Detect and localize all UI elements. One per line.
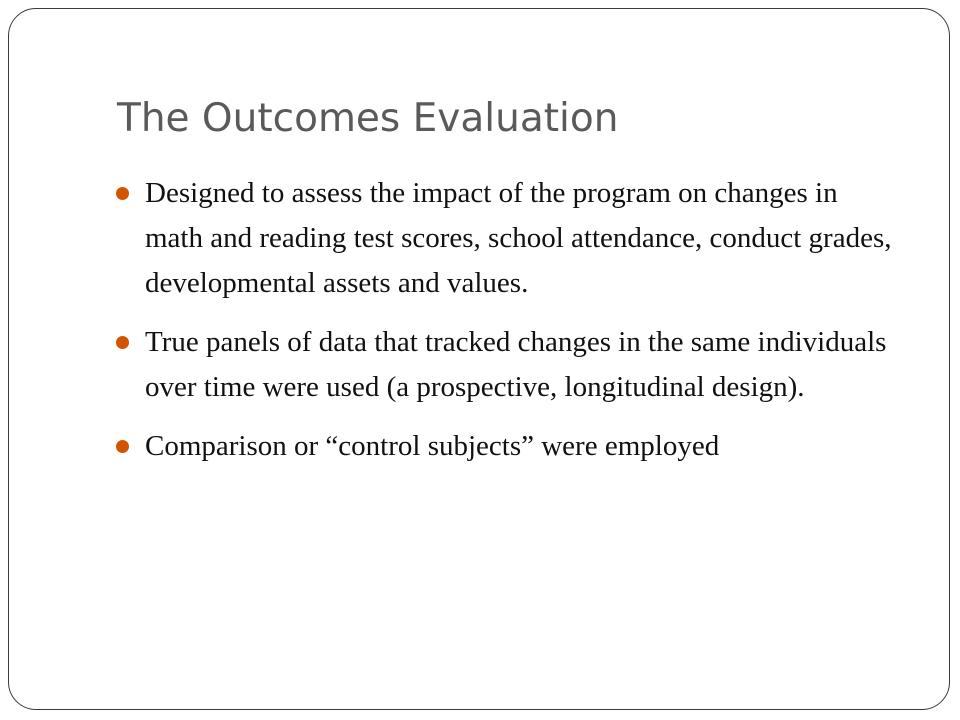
bullet-list [113, 171, 893, 483]
bullet-dot-icon [116, 440, 129, 453]
bullet-dot-icon [116, 336, 129, 349]
list-item [113, 171, 893, 306]
bullet-dot-icon [116, 187, 129, 200]
bullet-text: True panels of data that tracked changes in the same individuals over time were used (a prospective, longitudinal design). [145, 326, 887, 403]
list-item [113, 320, 893, 410]
slide-title: The Outcomes Evaluation [117, 96, 619, 141]
bullet-text: Designed to assess the impact of the program on changes in math and reading test scores, school attendance, conduct grades, developmental assets and values. [145, 177, 892, 299]
list-item [113, 424, 893, 469]
bullet-text: Comparison or “control subjects” were employed [145, 430, 720, 462]
slide-frame [8, 8, 950, 710]
